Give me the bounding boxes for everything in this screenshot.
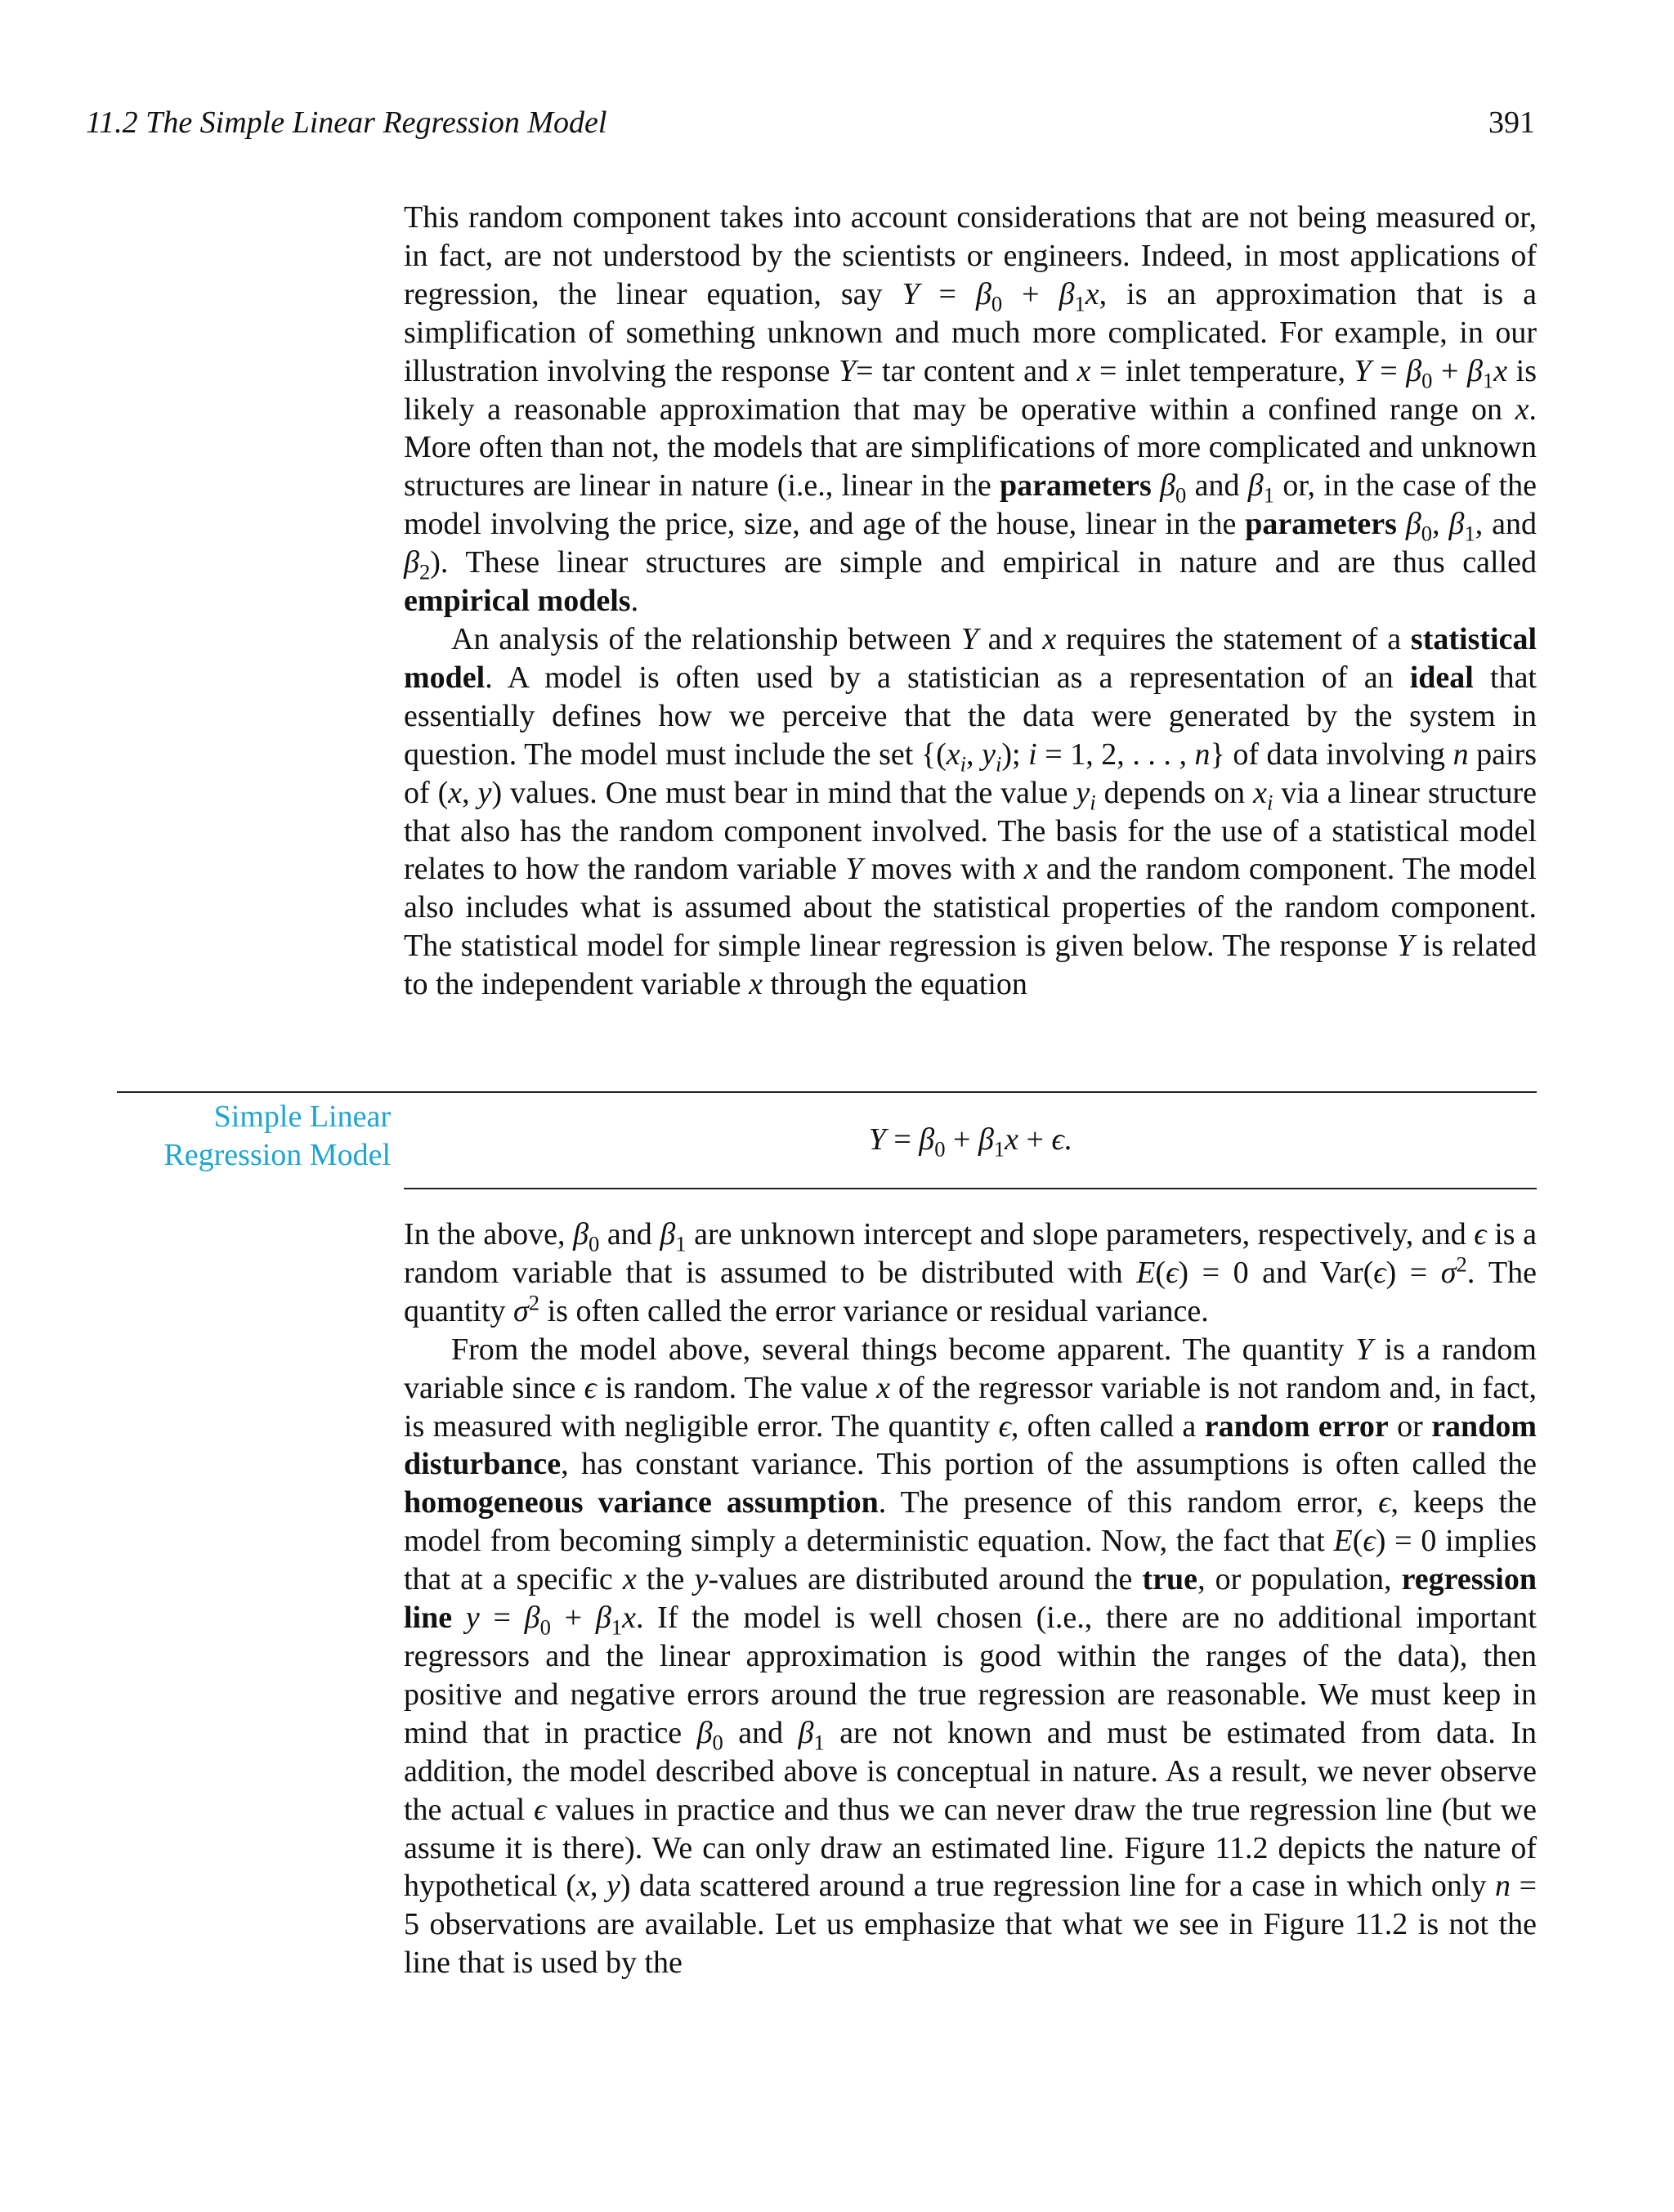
text-block-lower <box>404 1216 1537 1982</box>
definition-bottom-rule <box>404 1188 1537 1189</box>
page-number: 391 <box>1488 105 1535 140</box>
margin-note-line-1: Simple Linear <box>213 1099 391 1134</box>
running-head-title: 11.2 The Simple Linear Regression Model <box>86 105 607 140</box>
running-head <box>86 105 1535 154</box>
display-equation: $Y = \beta_0 + \beta_1x + \epsilon$. <box>868 1122 1072 1162</box>
paragraph-3: In the above, $\beta_0$ and $\beta_1$ are unknown intercept and slope parameters, respectively, and ϵ is a random variable that is assumed to be distributed with E(ϵ) = 0 and $Var(\epsilon) = \sigma^2$. The quantity $\sigma^2$ is often called the error variance or residual variance. <box>404 1217 1537 1328</box>
paragraph-4: From the model above, several things become apparent. The quantity Y is a random variable since ϵ is random. The value x of the regressor variable is not random and, in fact, is measured with negligible error. The quantity ϵ, often called a random error or random disturbance, has constant variance. This portion of the assumptions is often called the homogeneous variance assumption. The presence of this random error, ϵ, keeps the model from becoming simply a deterministic equation. Now, the fact that E(ϵ) = 0 implies that at a specific x the y-values are distributed around the true, or population, regression line $y = \beta_0 + \beta_1x$. If the model is well chosen (i.e., there are no additional important regressors and the linear approximation is good within the ranges of the data), then positive and negative errors around the true regression are reasonable. We must keep in mind that in practice $\beta_0$ and $\beta_1$ are not known and must be estimated from data. In addition, the model described above is conceptual in nature. As a result, we never observe the actual ϵ values in practice and thus we can never draw the true regression line (but we assume it is there). We can only draw an estimated line. Figure 11.2 depicts the nature of hypothetical (x, y) data scattered around a true regression line for a case in which only n = 5 observations are available. Let us emphasize that what we see in Figure 11.2 is not the line that is used by the <box>404 1332 1537 1981</box>
paragraph-1: This random component takes into account considerations that are not being measured or, in fact, are not understood by the scientists or engineers. Indeed, in most applications of regression, the linear equation, say $Y = \beta_0 + \beta_1x$, is an approximation that is a simplification of something unknown and much more complicated. For example, in our illustration involving the response Y= tar content and x = inlet temperature, $Y = \beta_0 + \beta_1x$ is likely a reasonable approximation that may be operative within a confined range on x. More often than not, the models that are simplifications of more complicated and unknown structures are linear in nature (i.e., linear in the parameters $\beta_0$ and $\beta_1$ or, in the case of the model involving the price, size, and age of the house, linear in the parameters $\beta_0$, $\beta_1$, and $\beta_2$). These linear structures are simple and empirical in nature and are thus called empirical models. <box>404 200 1537 619</box>
paragraph-2: An analysis of the relationship between Y and x requires the statement of a statistical model. A model is often used by a statistician as a representation of an ideal that essentially defines how we perceive that the data were generated by the system in question. The model must include the set {($x_i$, $y_i$); i = 1, 2, . . . , n} of data involving n pairs of (x, y) values. One must bear in mind that the value $y_i$ depends on $x_i$ via a linear structure that also has the random component involved. The basis for the use of a statistical model relates to how the random variable Y moves with x and the random component. The model also includes what is assumed about the statistical properties of the random component. The statistical model for simple linear regression is given below. The response Y is related to the independent variable x through the equation <box>404 621 1537 1002</box>
margin-note <box>117 1098 391 1175</box>
text-block-upper <box>404 199 1537 1004</box>
margin-note-line-2: Regression Model <box>163 1138 391 1172</box>
definition-top-rule <box>117 1091 1537 1093</box>
